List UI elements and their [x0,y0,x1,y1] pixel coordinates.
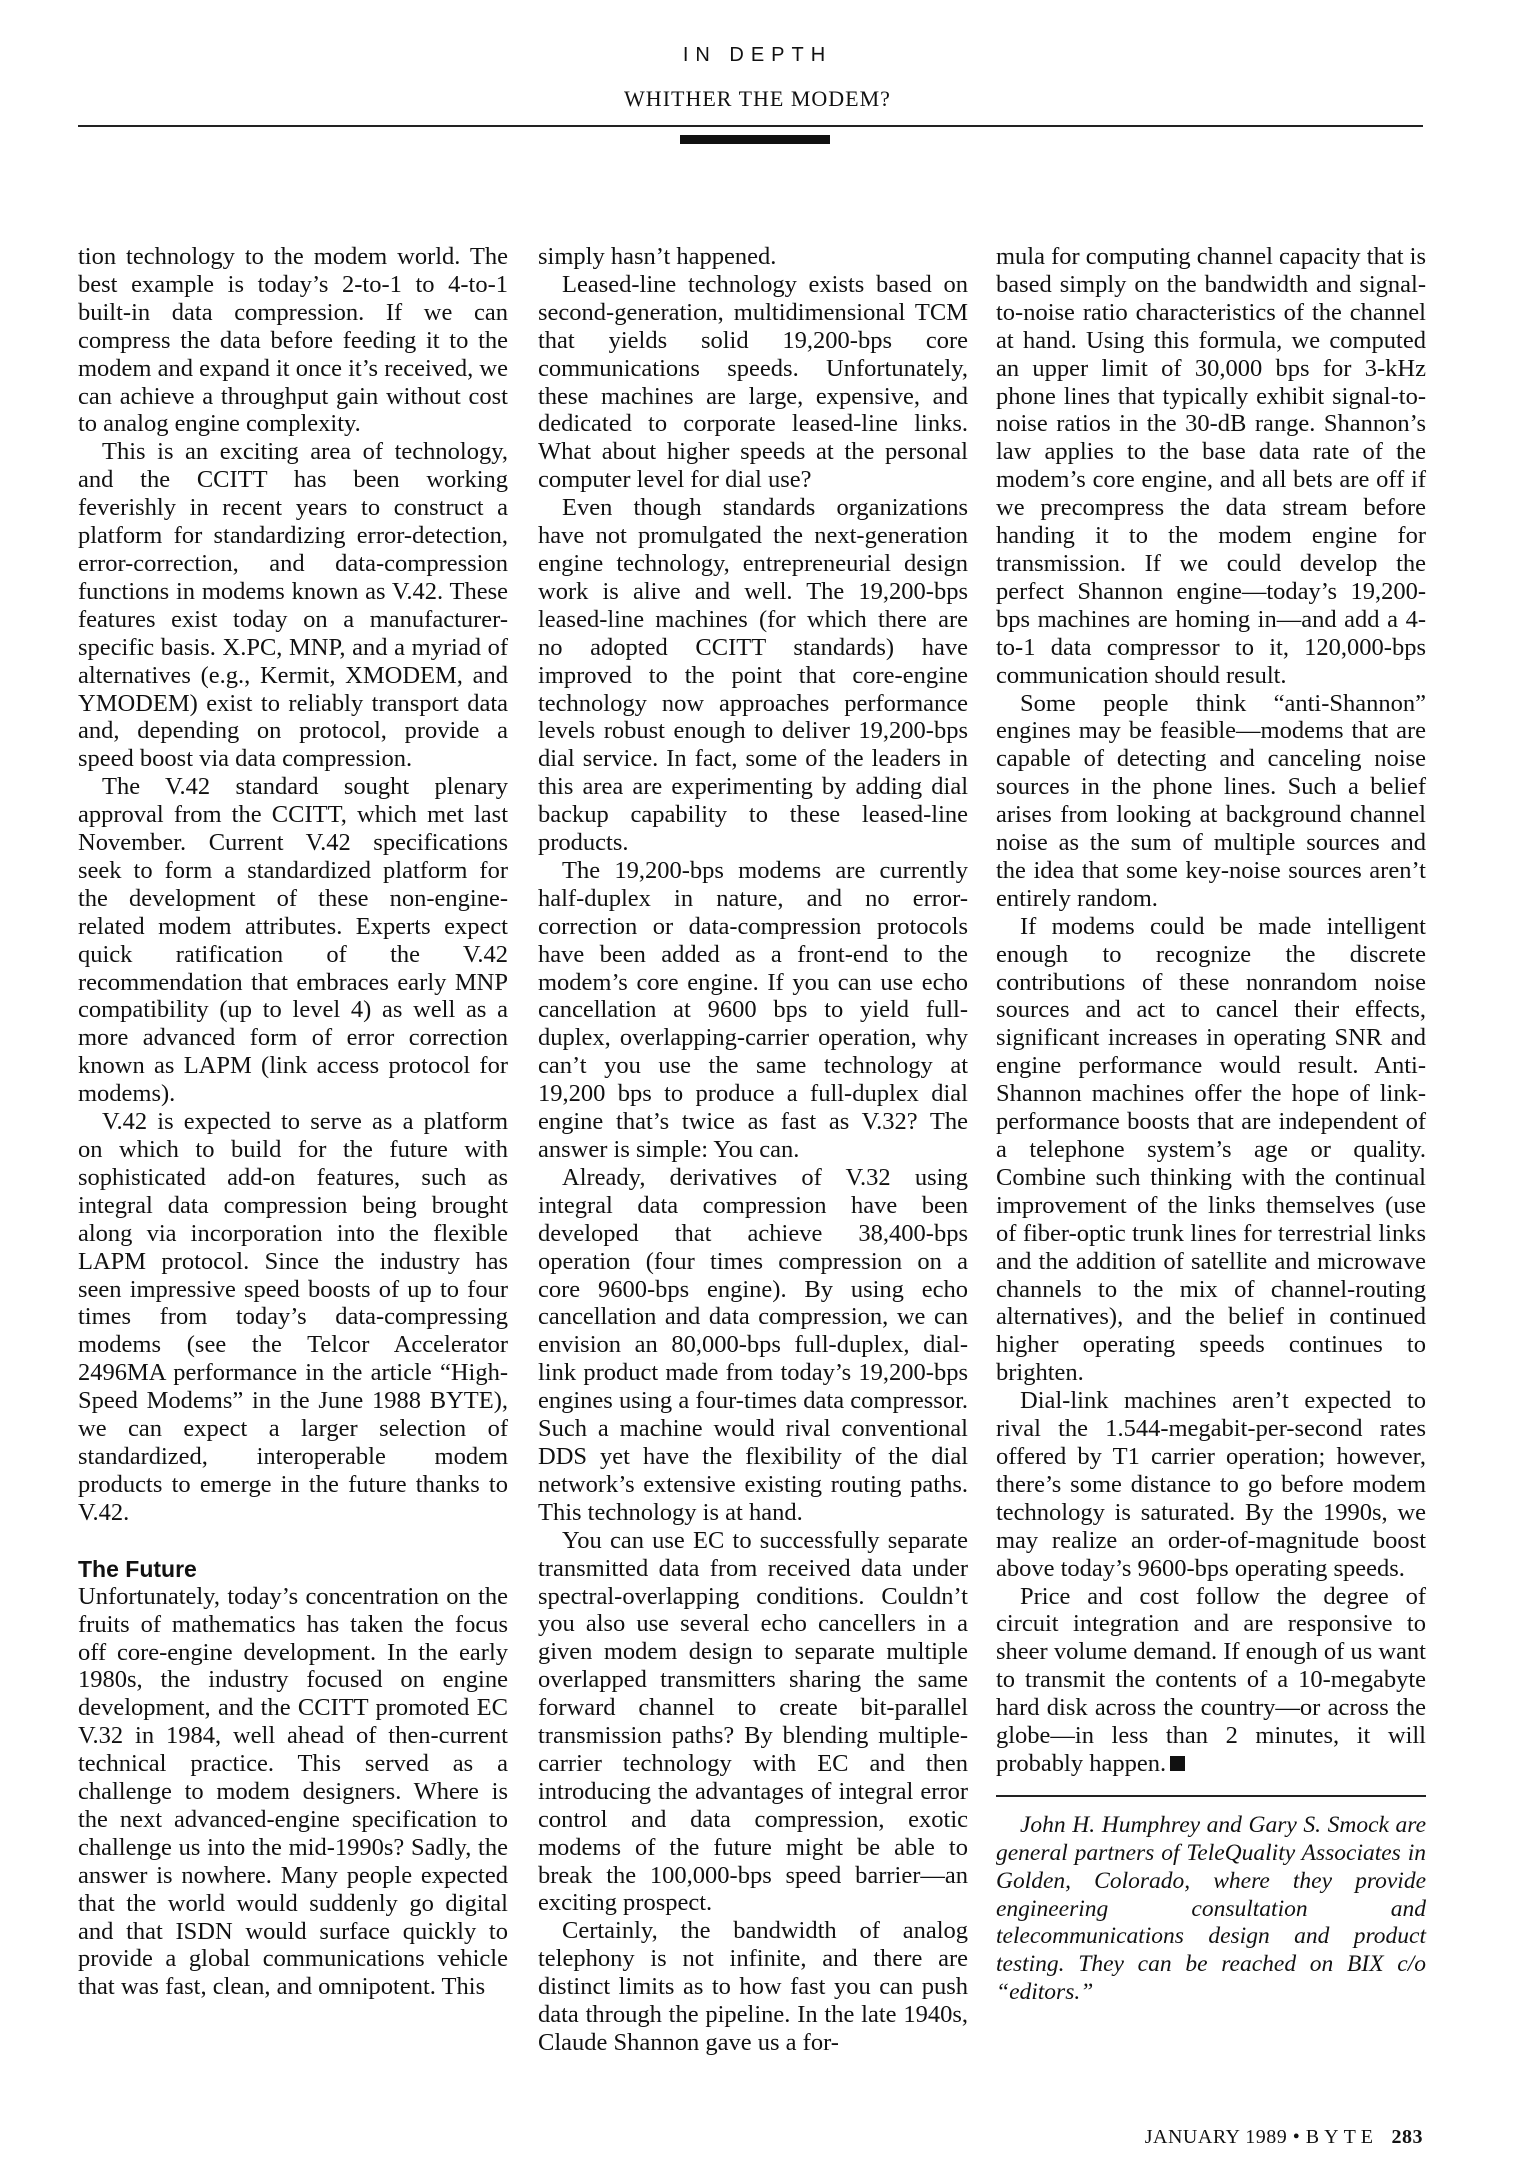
paragraph: The V.42 standard sought plenary approval from the CCITT, which met last November. Current V.42 specifications seek to form a standardized platform for the development of these non-engine-related modem attributes. Experts expect quick ratification of the V.42 recommendation that embraces early MNP compatibility (up to level 4) as well as a more advanced form of error correction known as LAPM (link access protocol for modems). [78,773,508,1108]
paragraph: You can use EC to successfully separate transmitted data from received data under spectral-overlapping conditions. Couldn’t you also use several echo cancellers in a given modem design to separate multiple overlapped transmitters sharing the same forward channel to create bit-parallel transmission paths? By blending multiple-carrier technology with EC and then introducing the advantages of integral error control and data compression, exotic modems of the future might be able to break the 100,000-bps speed barrier—an exciting prospect. [538,1526,968,1917]
paragraph: Certainly, the bandwidth of analog telephony is not infinite, and there are distinct limits as to how fast you can push data through the pipeline. In the late 1940s, Claude Shannon gave us a for- [538,1917,968,2056]
author-bio: John H. Humphrey and Gary S. Smock are general partners of TeleQuality Associates in Golden, Colorado, where they provide engineering consultation and telecommunications design and product testing. They can be reached on BIX c/o “editors.” [996,1811,1426,2006]
paragraph: mula for computing channel capacity that is based simply on the bandwidth and signal-to-noise ratio characteristics of the channel at hand. Using this formula, we computed an upper limit of 30,000 bps for 3-kHz phone lines that typically exhibit signal-to-noise ratios in the 30-dB range. Shannon’s law applies to the base data rate of the modem’s core engine, and all bets are off if we precompress the data stream before handing it to the modem engine for transmission. If we could develop the perfect Shannon engine—today’s 19,200-bps machines are homing in—and add a 4-to-1 data compressor to it, 120,000-bps communication should result. [996,243,1426,689]
magazine-name: BYTE [1305,2126,1378,2148]
paragraph: Leased-line technology exists based on second-generation, multidimensional TCM that yields solid 19,200-bps core communications speeds. Unfortunately, these machines are large, expensive, and dedicated to corporate leased-line links. What about higher speeds at the personal computer level for dial use? [538,270,968,494]
paragraph: Even though standards organizations have not promulgated the next-generation engine technology, entrepreneurial design work is alive and well. The 19,200-bps leased-line machines (for which there are no adopted CCITT standards) have improved to the point that core-engine technology now approaches performance levels robust enough to deliver 19,200-bps dial service. In fact, some of the leaders in this area are experimenting by adding dial backup capability to these leased-line products. [538,494,968,857]
article-title: WHITHER THE MODEM? [624,86,891,111]
column-3 [996,243,1426,2007]
paragraph: If modems could be made intelligent enough to recognize the discrete contributions of these nonrandom noise sources and act to cancel their effects, significant increases in operating SNR and engine performance would result. Anti-Shannon machines offer the hope of link-performance boosts that are independent of a telephone system’s age or quality. Combine such thinking with the continual improvement of the links themselves (use of fiber-optic trunk lines for terrestrial links and the addition of satellite and microwave channels to the mix of channel-routing alternatives), and the belief in continued higher operating speeds continues to brighten. [996,912,1426,1387]
issue-date: JANUARY 1989 [1144,2126,1288,2148]
paragraph: simply hasn’t happened. [538,243,777,270]
page-footer [1145,2126,1423,2149]
footer-separator: • [1292,2126,1301,2148]
paragraph: Some people think “anti-Shannon” engines may be feasible—modems that are capable of detecting and canceling noise sources in the phone lines. Such a belief arises from looking at background channel noise as the sum of multiple sources and the idea that some key-noise sources aren’t entirely random. [996,689,1426,912]
final-paragraph [996,1583,1426,1778]
paragraph: Already, derivatives of V.32 using integral data compression have been developed that achieve 38,400-bps operation (four times compression on a core 9600-bps engine). By using echo cancellation and data compression, we can envision an 80,000-bps full-duplex, dial-link product made from today’s 19,200-bps engines using a four-times data compressor. Such a machine would rival conventional DDS yet have the flexibility of the dial network’s extensive existing routing paths. This technology is at hand. [538,1163,968,1526]
paragraph: V.42 is expected to serve as a platform on which to build for the future with sophisticated add-on features, such as integral data compression being brought along via incorporation into the flexible LAPM protocol. Since the industry has seen impressive speed boosts of up to four times from today’s data-compressing modems (see the Telcor Accelerator 2496MA performance in the article “High-Speed Modems” in the June 1988 BYTE), we can expect a larger selection of standardized, interoperable modem products to emerge in the future thanks to V.42. [78,1108,508,1526]
paragraph: This is an exciting area of technology, and the CCITT has been working feverishly in recent years to construct a platform for standardizing error-detection, error-correction, and data-compression functions in modems known as V.42. These features exist today on a manufacturer-specific basis. X.PC, MNP, and a myriad of alternatives (e.g., Kermit, XMODEM, and YMODEM) exist to reliably transport data and, depending on protocol, provide a speed boost via data compression. [78,438,508,773]
page-number: 283 [1391,2126,1423,2148]
paragraph: tion technology to the modem world. The best example is today’s 2-to-1 to 4-to-1 built-in data compression. If we can compress the data before feeding it to the modem and expand it once it’s received, we can achieve a throughput gain without cost to analog engine complexity. [78,243,508,438]
paragraph: Dial-link machines aren’t expected to rival the 1.544-megabit-per-second rates offered by T1 carrier operation; however, there’s some distance to go before modem technology is saturated. By the 1990s, we may realize an order-of-magnitude boost above today’s 9600-bps operating speeds. [996,1387,1426,1582]
end-of-article-mark [1170,1756,1185,1771]
column-1 [78,243,508,2001]
paragraph: The 19,200-bps modems are currently half-duplex in nature, and no error-correction or data-compression protocols have been added as a front-end to the modem’s core engine. If you can use echo cancellation at 9600 bps to yield full-duplex, overlapping-carrier operation, why can’t you use the same technology at 19,200 bps to produce a full-duplex dial engine that’s twice as fast as V.32? The answer is simple: You can. [538,856,968,1163]
header-rule-bar [680,135,830,144]
section-kicker: IN DEPTH [682,44,833,66]
section-heading: The Future [78,1555,197,1582]
header-rule [78,125,1423,127]
bio-rule [996,1795,1426,1797]
paragraph: Unfortunately, today’s concentration on the fruits of mathematics has taken the focus off core-engine development. In the early 1980s, the industry focused on engine development, and the CCITT promoted EC V.32 in 1984, well ahead of then-current technical practice. This served as a challenge to modem designers. Where is the next advanced-engine specification to challenge us into the mid-1990s? Sadly, the answer is nowhere. Many people expected that the world would suddenly go digital and that ISDN would surface quickly to provide a global communications vehicle that was fast, clean, and omnipotent. This [78,1582,508,2001]
paragraph-text: Price and cost follow the degree of circuit integration and are responsive to sheer volume demand. If enough of us want to transmit the contents of a 10-megabyte hard disk across the country—or across the globe—in less than 2 minutes, it will probably happen. [996,1582,1426,1777]
column-2 [538,243,968,2057]
